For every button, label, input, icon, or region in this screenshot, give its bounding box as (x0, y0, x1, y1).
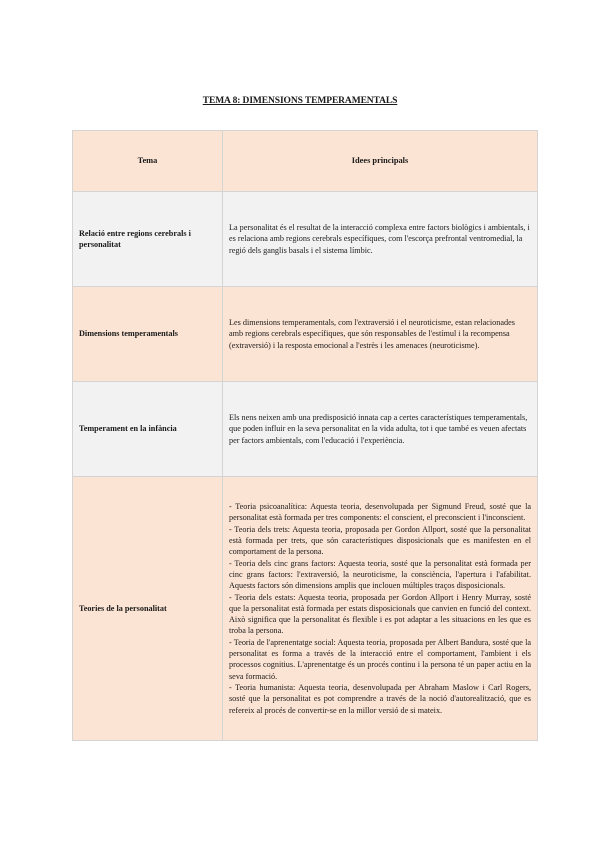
topic-cell: Teories de la personalitat (73, 477, 223, 741)
table-header-row (73, 131, 538, 192)
theory-psychoanalytic: - Teoria psicoanalítica: Aquesta teoria, desenvolupada per Sigmund Freud, sosté que la personalitat està formada per tres components: el conscient, el preconscient i l'inconscient. (229, 502, 531, 523)
idea-cell: Els nens neixen amb una predisposició innata cap a certes característiques temperamentals, que poden influir en la seva personalitat en la vida adulta, tot i que també es veuen afectats per factors ambientals, com l'educació i l'experiència. (223, 382, 538, 477)
topics-table (72, 130, 538, 741)
table-row (73, 192, 538, 287)
idea-cell: Les dimensions temperamentals, com l'extraversió i el neuroticisme, estan relacionades amb regions cerebrals específiques, que són responsables de l'estímul i la recompensa (extraversió) i la resposta emocional a l'estrès i les amenaces (neuroticisme). (223, 287, 538, 382)
idea-cell: La personalitat és el resultat de la interacció complexa entre factors biològics i ambientals, i es relaciona amb regions cerebrals específiques, com l'escorça prefrontal ventromedial, la regió dels ganglis basals i el sistema límbic. (223, 192, 538, 287)
table-row (73, 382, 538, 477)
theory-traits: - Teoria dels trets: Aquesta teoria, proposada per Gordon Allport, sosté que la personalitat està formada per trets, que són característiques disposicionals que es manifesten en el comportament de la persona. (229, 524, 531, 557)
table-row (73, 287, 538, 382)
theory-states: - Teoria dels estats: Aquesta teoria, proposada per Gordon Allport i Henry Murray, sosté que la personalitat està formada per estats disposicionals que canvien en funció del context. Això significa que la personalitat és flexible i es pot adaptar a les situacions en les que es troba la persona. (229, 592, 531, 636)
topic-cell: Temperament en la infància (73, 382, 223, 477)
topic-cell: Relació entre regions cerebrals i personalitat (73, 192, 223, 287)
header-ideas: Idees principals (223, 131, 538, 192)
topic-cell: Dimensions temperamentals (73, 287, 223, 382)
theory-big-five: - Teoria dels cinc grans factors: Aquesta teoria, sosté que la personalitat està formada per cinc grans factors: l'extraversió, la neuroticisme, la consciència, l'apertura i l'afabilitat. Aquests factors són dimensions amplis que inclouen múltiples traços disposicionals. (229, 558, 531, 591)
theories-cell (223, 477, 538, 741)
table-row (73, 477, 538, 741)
theory-humanist: - Teoria humanista: Aquesta teoria, desenvolupada per Abraham Maslow i Carl Rogers, sosté que la personalitat es pot comprendre a través de la noció d'autorealització, que es refereix al procés de convertir-se en la millor versió de si mateix. (229, 682, 531, 715)
document-title: TEMA 8: DIMENSIONS TEMPERAMENTALS (202, 96, 398, 106)
header-topic: Tema (73, 131, 223, 192)
theory-social-learning: - Teoria de l'aprenentatge social: Aquesta teoria, proposada per Albert Bandura, sosté que la personalitat es forma a través de la interacció entre el comportament, l'ambient i els processos cognitius. L'aprenentatge és un procés continu i la persona té un paper actiu en la seva formació. (229, 637, 531, 681)
